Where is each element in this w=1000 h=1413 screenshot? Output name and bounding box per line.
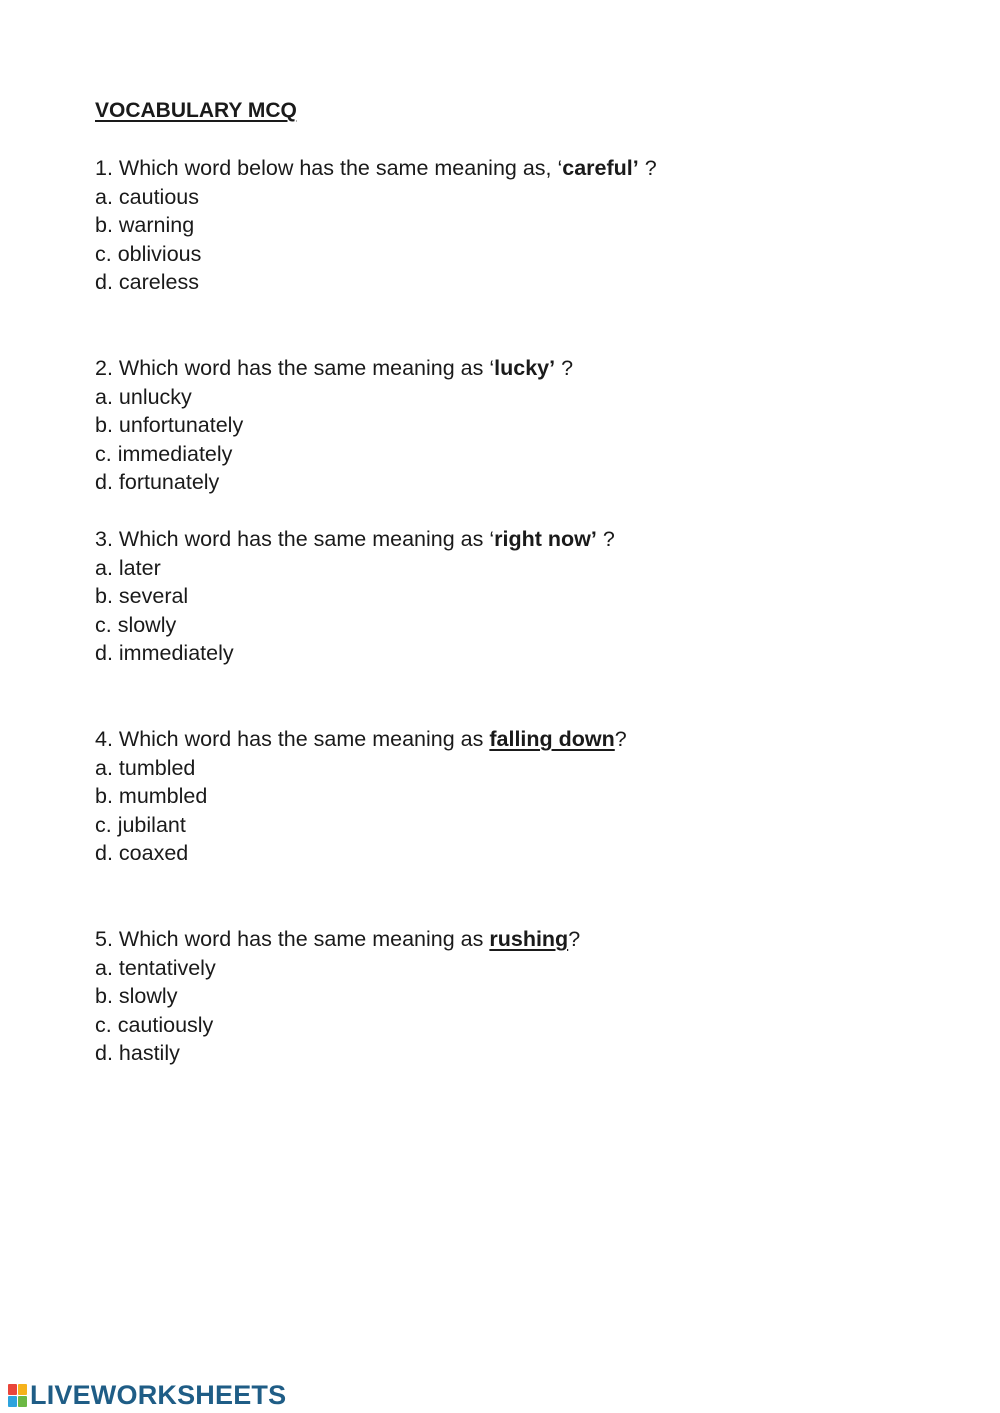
option-c[interactable]: c. slowly <box>95 612 177 637</box>
question-keyword: right now’ <box>494 527 597 551</box>
brand-name: LIVEWORKSHEETS <box>30 1379 287 1410</box>
option-b[interactable]: b. mumbled <box>95 784 208 809</box>
question-text: 3. Which word has the same meaning as ‘right now’ ? <box>95 527 615 551</box>
option-a[interactable]: a. cautious <box>95 184 199 209</box>
option-a[interactable]: a. tentatively <box>95 955 216 980</box>
option-b[interactable]: b. several <box>95 584 189 609</box>
option-d[interactable]: d. immediately <box>95 641 234 666</box>
page-title: VOCABULARY MCQ <box>95 99 297 122</box>
option-d[interactable]: d. hastily <box>95 1041 180 1066</box>
question-text: 2. Which word has the same meaning as ‘lucky’ ? <box>95 356 574 380</box>
question-text: 4. Which word has the same meaning as falling down? <box>95 727 627 751</box>
option-d[interactable]: d. fortunately <box>95 470 220 495</box>
liveworksheets-logo-icon <box>8 1384 27 1407</box>
question-keyword: rushing <box>489 927 569 951</box>
question-1 <box>95 154 657 297</box>
option-a[interactable]: a. later <box>95 555 161 580</box>
option-a[interactable]: a. unlucky <box>95 384 192 409</box>
option-c[interactable]: c. oblivious <box>95 241 202 266</box>
question-keyword: falling down <box>489 727 615 751</box>
question-5 <box>95 925 580 1068</box>
option-b[interactable]: b. warning <box>95 213 195 238</box>
option-d[interactable]: d. coaxed <box>95 841 189 866</box>
brand-footer[interactable] <box>8 1380 286 1410</box>
question-text: 1. Which word below has the same meaning as, ‘careful’ ? <box>95 156 657 180</box>
question-text: 5. Which word has the same meaning as rushing? <box>95 927 581 951</box>
question-keyword: lucky’ <box>494 356 556 380</box>
question-keyword: careful’ <box>562 156 639 180</box>
option-b[interactable]: b. unfortunately <box>95 413 244 438</box>
option-c[interactable]: c. jubilant <box>95 812 186 837</box>
option-c[interactable]: c. cautiously <box>95 1012 214 1037</box>
option-d[interactable]: d. careless <box>95 270 199 295</box>
option-b[interactable]: b. slowly <box>95 984 178 1009</box>
option-a[interactable]: a. tumbled <box>95 755 196 780</box>
option-c[interactable]: c. immediately <box>95 441 233 466</box>
question-2 <box>95 354 573 497</box>
question-4 <box>95 725 627 868</box>
question-3 <box>95 525 615 668</box>
